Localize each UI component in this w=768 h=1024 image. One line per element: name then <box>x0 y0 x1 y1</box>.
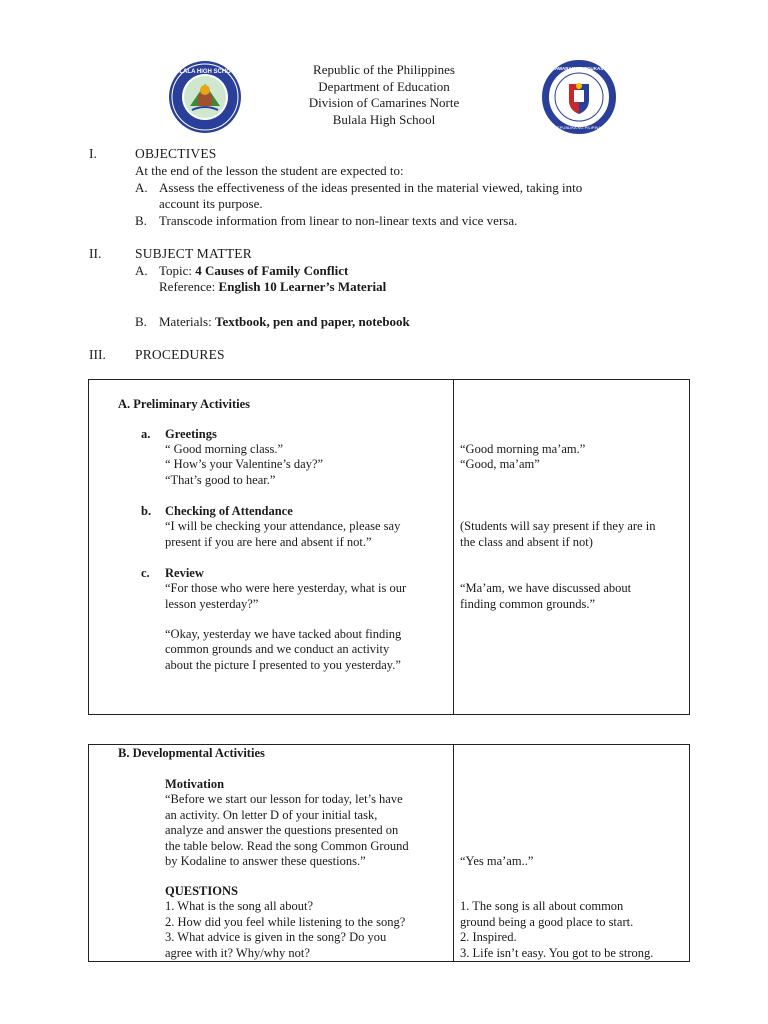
teacher-line: “ Good morning class.” <box>165 442 284 456</box>
objectives-title: OBJECTIVES <box>135 146 217 161</box>
subject-number: II. <box>89 246 102 261</box>
objectives-number: I. <box>89 146 97 161</box>
teacher-line: by Kodaline to answer these questions.” <box>165 854 366 868</box>
review-label: c. <box>141 566 150 580</box>
teacher-line: “Before we start our lesson for today, let’s have <box>165 792 403 806</box>
document-header <box>0 62 768 128</box>
teacher-line: common grounds and we conduct an activity <box>165 642 390 656</box>
motivation-title: Motivation <box>165 777 225 791</box>
topic-value: 4 Causes of Family Conflict <box>195 263 349 278</box>
teacher-line: analyze and answer the questions presented on <box>165 823 399 837</box>
greetings-title: Greetings <box>165 427 217 441</box>
materials-value: Textbook, pen and paper, notebook <box>214 314 410 329</box>
teacher-line: the table below. Read the song Common Ground <box>165 839 409 853</box>
reference-label: Reference: <box>159 279 216 294</box>
table-column-divider <box>453 744 454 962</box>
subject-b-label: B. <box>135 314 147 329</box>
attendance-label: b. <box>141 504 152 518</box>
reference-value: English 10 Learner’s Material <box>218 279 387 294</box>
question-line: 2. How did you feel while listening to the song? <box>165 915 406 929</box>
preliminary-heading: A. Preliminary Activities <box>118 397 251 411</box>
teacher-line: “ How’s your Valentine’s day?” <box>165 457 324 471</box>
teacher-line: present if you are here and absent if not.” <box>165 535 372 549</box>
teacher-line: “I will be checking your attendance, please say <box>165 519 401 533</box>
developmental-heading: B. Developmental Activities <box>118 746 265 760</box>
teacher-line: “Okay, yesterday we have tacked about finding <box>165 627 402 641</box>
topic-label: Topic: <box>159 263 193 278</box>
student-line: finding common grounds.” <box>460 597 596 611</box>
student-line: “Good morning ma’am.” <box>460 442 586 456</box>
objective-a-label: A. <box>135 180 148 195</box>
objective-a-line2: account its purpose. <box>159 196 263 211</box>
attendance-title: Checking of Attendance <box>165 504 293 518</box>
student-line: “Yes ma’am..” <box>460 854 534 868</box>
student-line: (Students will say present if they are in <box>460 519 656 533</box>
header-line-republic: Republic of the Philippines <box>313 62 455 77</box>
topic-row <box>159 263 348 280</box>
review-title: Review <box>165 566 204 580</box>
objective-b-label: B. <box>135 213 147 228</box>
teacher-line: about the picture I presented to you yesterday.” <box>165 658 401 672</box>
question-line: agree with it? Why/why not? <box>165 946 310 960</box>
question-line: 3. What advice is given in the song? Do you <box>165 930 387 944</box>
student-answer-line: 1. The song is all about common <box>460 899 624 913</box>
left-seal-text: BULALA HIGH SCHOOL <box>170 69 240 75</box>
procedures-number: III. <box>89 347 106 362</box>
teacher-line: “For those who were here yesterday, what is our <box>165 581 407 595</box>
questions-title: QUESTIONS <box>165 884 238 898</box>
materials-row <box>159 314 410 331</box>
student-line: “Good, ma’am” <box>460 457 540 471</box>
student-answer-line: ground being a good place to start. <box>460 915 634 929</box>
student-answer-line: 3. Life isn’t easy. You got to be strong. <box>460 946 654 960</box>
greetings-label: a. <box>141 427 151 441</box>
subject-title: SUBJECT MATTER <box>135 246 252 261</box>
objective-a-line1: Assess the effectiveness of the ideas presented in the material viewed, taking into <box>159 180 583 195</box>
student-line: “Ma’am, we have discussed about <box>460 581 632 595</box>
right-seal-bottom-text: REPUBLIKA NG PILIPINAS <box>554 125 604 130</box>
reference-row <box>159 279 386 296</box>
teacher-line: “That’s good to hear.” <box>165 473 276 487</box>
teacher-line: an activity. On letter D of your initial task, <box>165 808 378 822</box>
teacher-line: lesson yesterday?” <box>165 597 259 611</box>
right-seal-text: KAGAWARAN NG EDUKASYON <box>544 66 614 71</box>
objective-b-text: Transcode information from linear to non-linear texts and vice versa. <box>159 213 518 228</box>
subject-a-label: A. <box>135 263 148 278</box>
procedures-title: PROCEDURES <box>135 347 225 362</box>
question-line: 1. What is the song all about? <box>165 899 314 913</box>
table-column-divider <box>453 379 454 715</box>
materials-label: Materials: <box>159 314 212 329</box>
header-line-department: Department of Education <box>318 78 450 94</box>
objectives-intro: At the end of the lesson the student are expected to: <box>135 163 404 178</box>
header-line-division: Division of Camarines Norte <box>308 95 460 110</box>
student-answer-line: 2. Inspired. <box>460 930 517 944</box>
header-line-school: Bulala High School <box>332 111 436 127</box>
student-line: the class and absent if not) <box>460 535 593 549</box>
